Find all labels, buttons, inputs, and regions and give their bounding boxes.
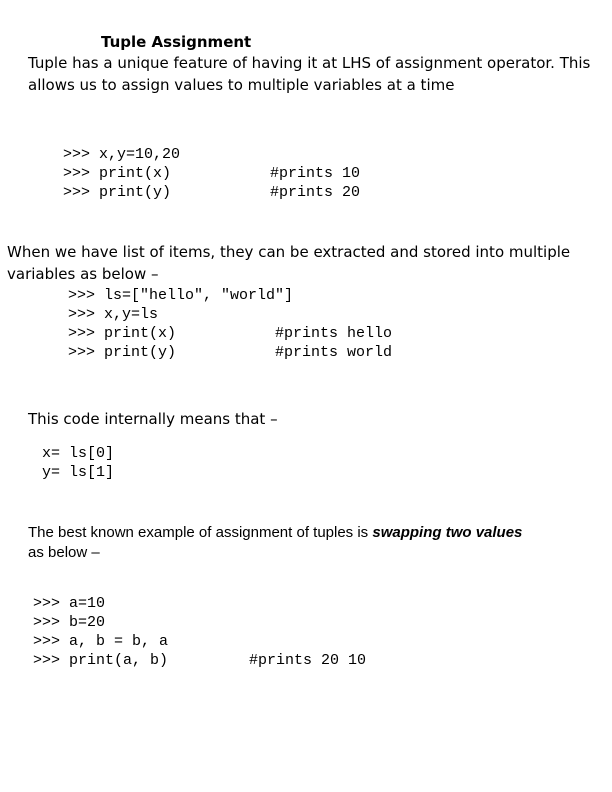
code-line: >>> print(y) #prints 20 [63, 184, 361, 201]
code-line: >>> print(x) #prints 10 [63, 165, 361, 182]
code-line: y= ls[1] [42, 464, 115, 481]
swap-text-emphasis: swapping two values [372, 524, 523, 541]
code-line: >>> print(y) #prints world [68, 344, 393, 361]
code-line: >>> print(a, b) #prints 20 10 [33, 652, 367, 669]
code-line: >>> a=10 [33, 595, 106, 612]
code-line: >>> print(x) #prints hello [68, 325, 393, 342]
swap-text-line-1 [28, 523, 522, 543]
code-line: >>> b=20 [33, 614, 106, 631]
code-line: >>> ls=["hello", "world"] [68, 287, 294, 304]
list-text-line-2: variables as below – [7, 265, 159, 283]
code-line: >>> a, b = b, a [33, 633, 169, 650]
section-title: Tuple Assignment [101, 33, 252, 51]
internal-meaning-text: This code internally means that – [28, 410, 278, 428]
swap-text-line-2: as below – [28, 544, 100, 561]
list-text-line-1: When we have list of items, they can be extracted and stored into multiple [7, 243, 571, 261]
swap-text-prefix: The best known example of assignment of tuples is [28, 524, 373, 541]
code-line: >>> x,y=10,20 [63, 146, 181, 163]
code-line: >>> x,y=ls [68, 306, 159, 323]
intro-line-2: allows us to assign values to multiple variables at a time [28, 76, 455, 94]
intro-line-1: Tuple has a unique feature of having it at LHS of assignment operator. This [28, 54, 591, 72]
code-line: x= ls[0] [42, 445, 115, 462]
